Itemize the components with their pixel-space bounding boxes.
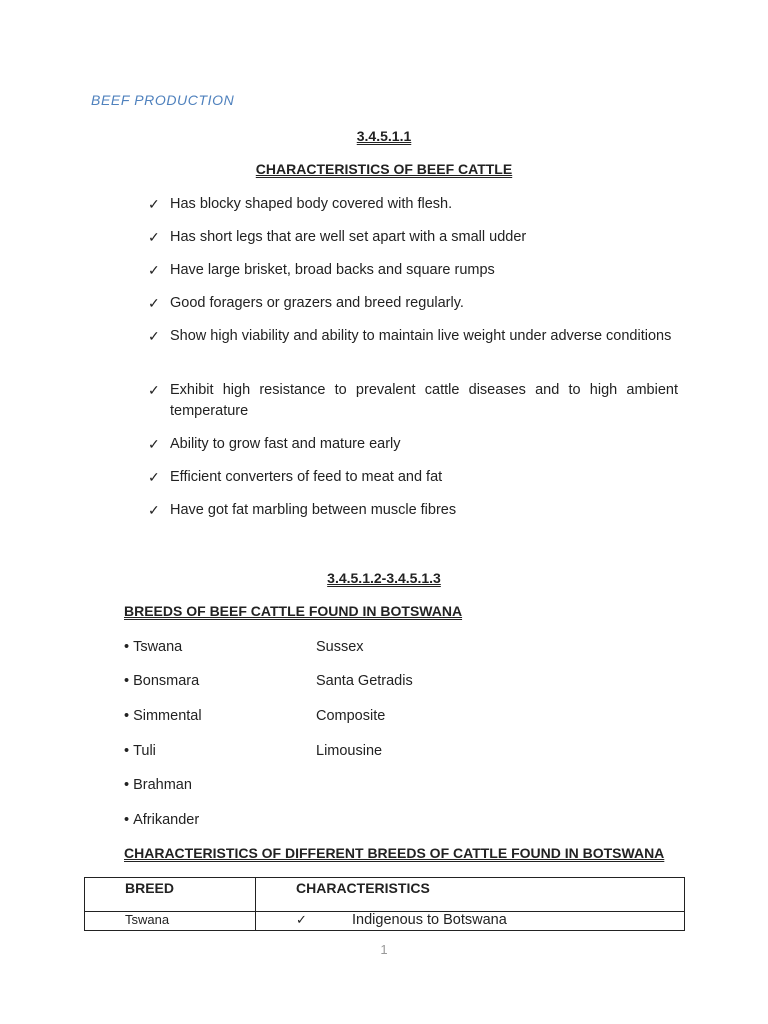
checkmark-icon: ✓: [148, 382, 160, 398]
bullet-icon: •: [124, 708, 130, 724]
checkmark-icon: ✓: [296, 912, 307, 927]
bullet-icon: •: [124, 639, 130, 655]
list-item-text: Ability to grow fast and mature early: [170, 436, 401, 452]
table-header-breed: [85, 878, 256, 912]
list-item: [148, 227, 678, 248]
breed-name: Tswana: [133, 639, 183, 655]
breed-name: Santa Getradis: [316, 673, 413, 689]
breed-name: Simmental: [133, 708, 202, 724]
list-item: [148, 326, 678, 347]
checkmark-icon: ✓: [148, 502, 160, 518]
checkmark-icon: ✓: [148, 295, 160, 311]
breed-item: [124, 810, 199, 830]
list-item: [148, 260, 678, 281]
bullet-icon: •: [124, 673, 130, 689]
checkmark-icon: ✓: [148, 196, 160, 212]
list-item: [148, 194, 678, 215]
bullet-icon: •: [124, 812, 130, 828]
breed-item: [124, 637, 182, 657]
list-item-text: Have got fat marbling between muscle fibres: [170, 502, 457, 518]
section-title-2: BREEDS OF BEEF CATTLE FOUND IN BOTSWANA: [124, 603, 463, 619]
header-label: CHARACTERISTICS: [296, 880, 430, 896]
breed-item: [124, 741, 156, 761]
list-item-text: Efficient converters of feed to meat and fat: [170, 469, 443, 485]
checkmark-icon: ✓: [148, 328, 160, 344]
list-item: [148, 293, 678, 314]
bullet-icon: •: [124, 777, 130, 793]
checkmark-icon: ✓: [148, 229, 160, 245]
page-number: 1: [380, 942, 388, 957]
list-item-text: Has blocky shaped body covered with flesh.: [170, 196, 453, 212]
checkmark-icon: ✓: [148, 262, 160, 278]
breed-name: Tuli: [133, 743, 156, 759]
list-item-text: Good foragers or grazers and breed regularly.: [170, 295, 464, 311]
breed-name: Bonsmara: [133, 673, 200, 689]
list-item: [148, 500, 678, 521]
list-item-text: Exhibit high resistance to prevalent cattle diseases and to high ambient temperature: [170, 382, 678, 419]
list-item-text: Has short legs that are well set apart with a small udder: [170, 229, 527, 245]
bullet-icon: •: [124, 743, 130, 759]
list-item-text: Have large brisket, broad backs and square rumps: [170, 262, 495, 278]
breed-item: [124, 706, 202, 726]
breed-name: Limousine: [316, 743, 383, 759]
document-header: BEEF PRODUCTION: [91, 92, 235, 108]
list-item: [148, 434, 678, 455]
checkmark-icon: ✓: [148, 469, 160, 485]
section-code-1: 3.4.5.1.1: [356, 128, 412, 144]
characteristic-text: Indigenous to Botswana: [352, 912, 507, 928]
breed-name: Brahman: [133, 777, 192, 793]
list-item-text: Show high viability and ability to maintain live weight under adverse conditions: [170, 328, 672, 344]
table-header-characteristics: [256, 878, 685, 912]
breed-name: Afrikander: [133, 812, 200, 828]
section-title-1: CHARACTERISTICS OF BEEF CATTLE: [255, 161, 513, 177]
section-title-3: CHARACTERISTICS OF DIFFERENT BREEDS OF CATTLE FOUND IN BOTSWANA: [124, 845, 665, 861]
breed-characteristics-table: [84, 877, 685, 931]
table-cell-characteristic: [256, 912, 685, 931]
breed-name: Composite: [316, 708, 386, 724]
breed-item: [124, 671, 199, 691]
breed-name: Tswana: [125, 912, 170, 927]
header-label: BREED: [125, 880, 175, 896]
table-header-row: [85, 878, 685, 912]
checkmark-icon: ✓: [148, 436, 160, 452]
section-code-2: 3.4.5.1.2-3.4.5.1.3: [327, 570, 441, 586]
breed-name: Sussex: [316, 639, 364, 655]
list-item: [148, 380, 678, 422]
table-row: [85, 912, 685, 931]
list-item: [148, 467, 678, 488]
table-cell-breed: [85, 912, 256, 931]
breed-item: [124, 775, 192, 795]
